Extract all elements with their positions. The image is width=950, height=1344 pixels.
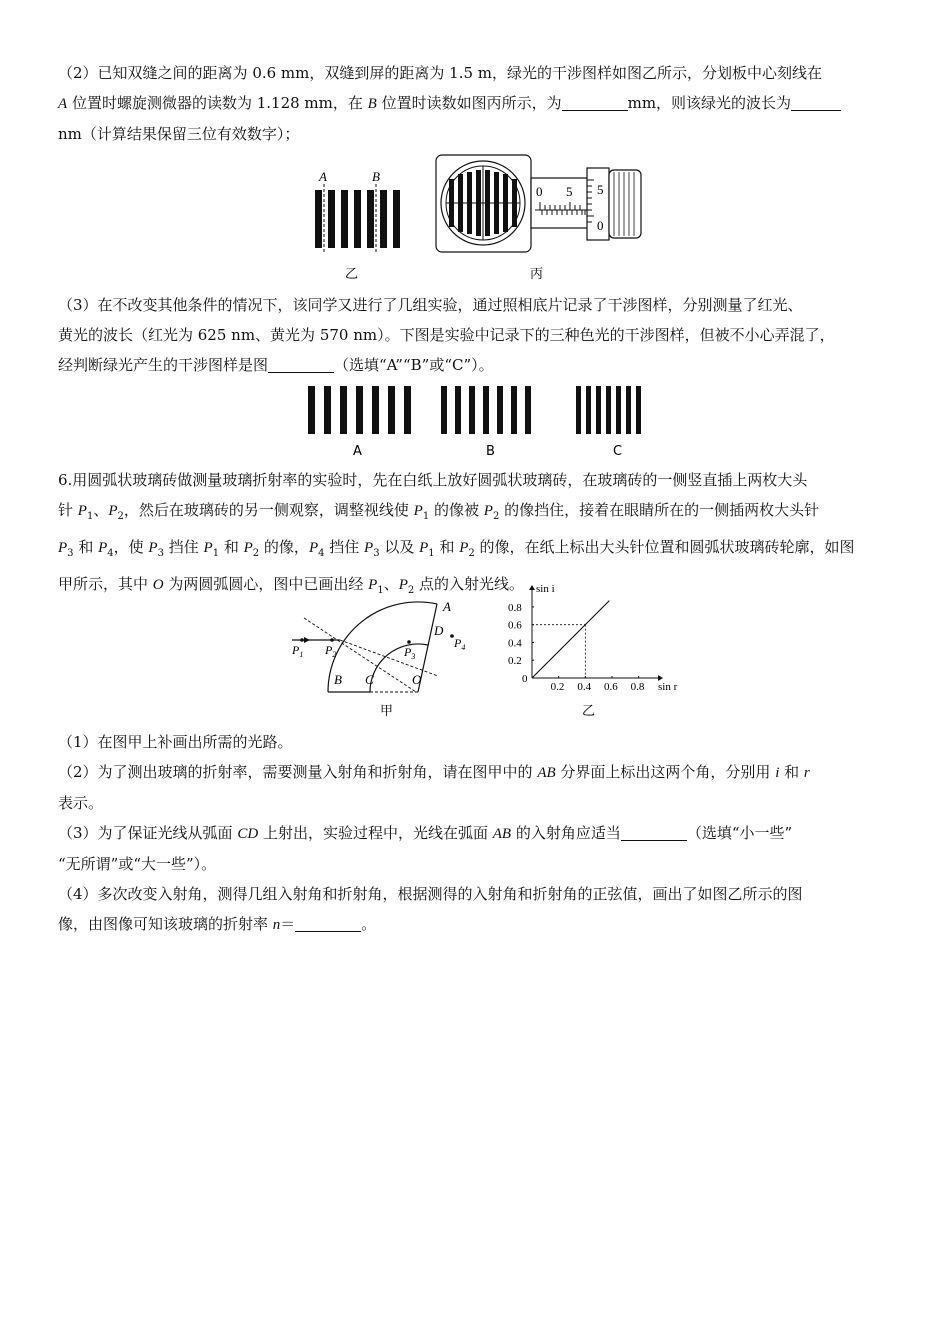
- q5-part3-line3: 经判断绿光产生的干涉图样是图 （选填“A”“B”或“C”）。: [58, 356, 494, 374]
- q5-part2: [58, 58, 894, 149]
- series-line: [532, 601, 609, 678]
- y-tick-label: 0.8: [508, 601, 522, 614]
- x-tick-label: 0.2: [550, 681, 565, 693]
- label-P3: $P_3$: [404, 645, 416, 661]
- answer-blank-reading[interactable]: [562, 94, 628, 111]
- figure-yi-bing: [300, 150, 680, 288]
- x-tick-label: 0.6: [604, 681, 618, 693]
- caption-bing: 丙: [530, 267, 544, 282]
- fringe-pattern-c: [576, 386, 641, 434]
- fringe-pattern-yi: [315, 184, 400, 252]
- answer-blank-green-pattern[interactable]: [268, 356, 334, 373]
- y-tick-label: 0.4: [508, 637, 522, 650]
- figure-abc: [300, 380, 660, 462]
- q6-line4: 甲所示，其中 O 为两圆弧圆心，图中已画出经 $P_1$、$P_2$ 点的入射光线。: [58, 575, 525, 596]
- q6-part3-line2: “无所谓”或“大一些”）。: [58, 855, 217, 873]
- extended-dashed: [340, 640, 438, 676]
- caption-yi-chart: 乙: [582, 704, 596, 719]
- label-A: A: [443, 599, 451, 614]
- thimble-0: 0: [597, 218, 604, 233]
- micrometer-bing: [436, 155, 641, 252]
- q6-parts: [58, 727, 894, 940]
- label-pattern-a: A: [353, 444, 362, 459]
- label-a: A: [319, 169, 327, 184]
- label-b: B: [372, 169, 380, 184]
- q6-part2-line2: 表示。: [58, 794, 104, 812]
- q5-part3: [58, 290, 894, 380]
- q5-part2-line3: nm（计算结果保留三位有效数字）；: [58, 125, 300, 143]
- pin-p3: [407, 640, 411, 644]
- caption-jia: 甲: [380, 704, 394, 719]
- label-pattern-b: B: [486, 444, 495, 459]
- q6-part2-line1: （2）为了测出玻璃的折射率，需要测量入射角和折射角，请在图甲中的 AB 分界面上标出这两个角，分别用 i 和 r: [58, 763, 810, 781]
- label-P4: $P_4$: [454, 636, 466, 652]
- figure-yi-chart: [500, 583, 678, 722]
- label-P2: $P_2$: [325, 643, 337, 659]
- origin-label: 0: [522, 673, 528, 685]
- label-C: C: [365, 672, 374, 687]
- q5-part3-line1: （3）在不改变其他条件的情况下，该同学又进行了几组实验，通过照相底片记录了干涉图样，分别测量了红光、: [58, 296, 803, 314]
- q6-part3-line1: （3）为了保证光线从弧面 CD 上射出，实验过程中，光线在弧面 AB 的入射角应适当 （选填“小一些”: [58, 824, 793, 842]
- arrow-icon: [304, 637, 310, 643]
- x-tick-label: 0.8: [630, 681, 645, 693]
- label-D: D: [434, 623, 444, 638]
- fringe-pattern-b: [441, 386, 531, 434]
- thimble-5: 5: [597, 182, 604, 197]
- answer-blank-incident-angle[interactable]: [621, 824, 687, 841]
- q5-part2-line1: （2）已知双缝之间的距离为 0.6 mm，双缝到屏的距离为 1.5 m，绿光的干涉图样如图乙所示，分划板中心刻线在: [58, 64, 823, 82]
- y-tick-label: 0.2: [508, 655, 522, 668]
- scale-0: 0: [536, 184, 543, 199]
- x-axis-label: sin r: [658, 681, 678, 693]
- q6-part4-line2: 像，由图像可知该玻璃的折射率 n＝ 。: [58, 915, 377, 933]
- q6-line2: 针 $P_1$、$P_2$，然后在玻璃砖的另一侧观察，调整视线使 $P_1$ 的像被 $P_2$ 的像挡住，接着在眼睛所在的一侧插两枚大头针: [58, 501, 820, 522]
- q5-part2-line2: A 位置时螺旋测微器的读数为 1.128 mm，在 B 位置时读数如图丙所示，为 mm，则该绿光的波长为: [58, 88, 894, 119]
- q6-stem: [58, 465, 894, 606]
- label-B: B: [334, 672, 342, 687]
- label-pattern-c: C: [613, 444, 623, 459]
- label-P1: $P_1$: [292, 643, 304, 659]
- pin-p2: [330, 638, 334, 642]
- label-O: O: [412, 672, 422, 687]
- q5-part3-line2: 黄光的波长（红光为 625 nm、黄光为 570 nm）。下图是实验中记录下的三种色光的干涉图样，但被不小心弄混了，: [58, 326, 835, 344]
- q6-line3: $P_3$ 和 $P_4$，使 $P_3$ 挡住 $P_1$ 和 $P_2$ 的像，$P_4$ 挡住 $P_3$ 以及 $P_1$ 和 $P_2$ 的像，在纸上标出大头针位置和圆弧状玻璃砖轮廓，如图: [58, 538, 855, 559]
- fringe-pattern-a: [308, 386, 411, 434]
- pin-p1: [300, 638, 304, 642]
- answer-blank-wavelength[interactable]: [791, 94, 841, 111]
- q6-part4-line1: （4）多次改变入射角，测得几组入射角和折射角，根据测得的入射角和折射角的正弦值，画出了如图乙所示的图: [58, 885, 803, 903]
- q6-part1: （1）在图甲上补画出所需的光路。: [58, 733, 293, 751]
- scale-5: 5: [566, 184, 573, 199]
- caption-yi: 乙: [345, 267, 359, 282]
- y-axis-label: sin i: [536, 583, 555, 595]
- q6-line1: 6.用圆弧状玻璃砖做测量玻璃折射率的实验时，先在白纸上放好圆弧状玻璃砖，在玻璃砖的一侧竖直插上两枚大头: [58, 471, 808, 489]
- y-tick-label: 0.6: [508, 619, 522, 632]
- normal-dashed: [304, 618, 416, 692]
- figure-jia: [288, 592, 478, 722]
- x-tick-label: 0.4: [577, 681, 592, 693]
- answer-blank-refractive-index[interactable]: [295, 915, 361, 932]
